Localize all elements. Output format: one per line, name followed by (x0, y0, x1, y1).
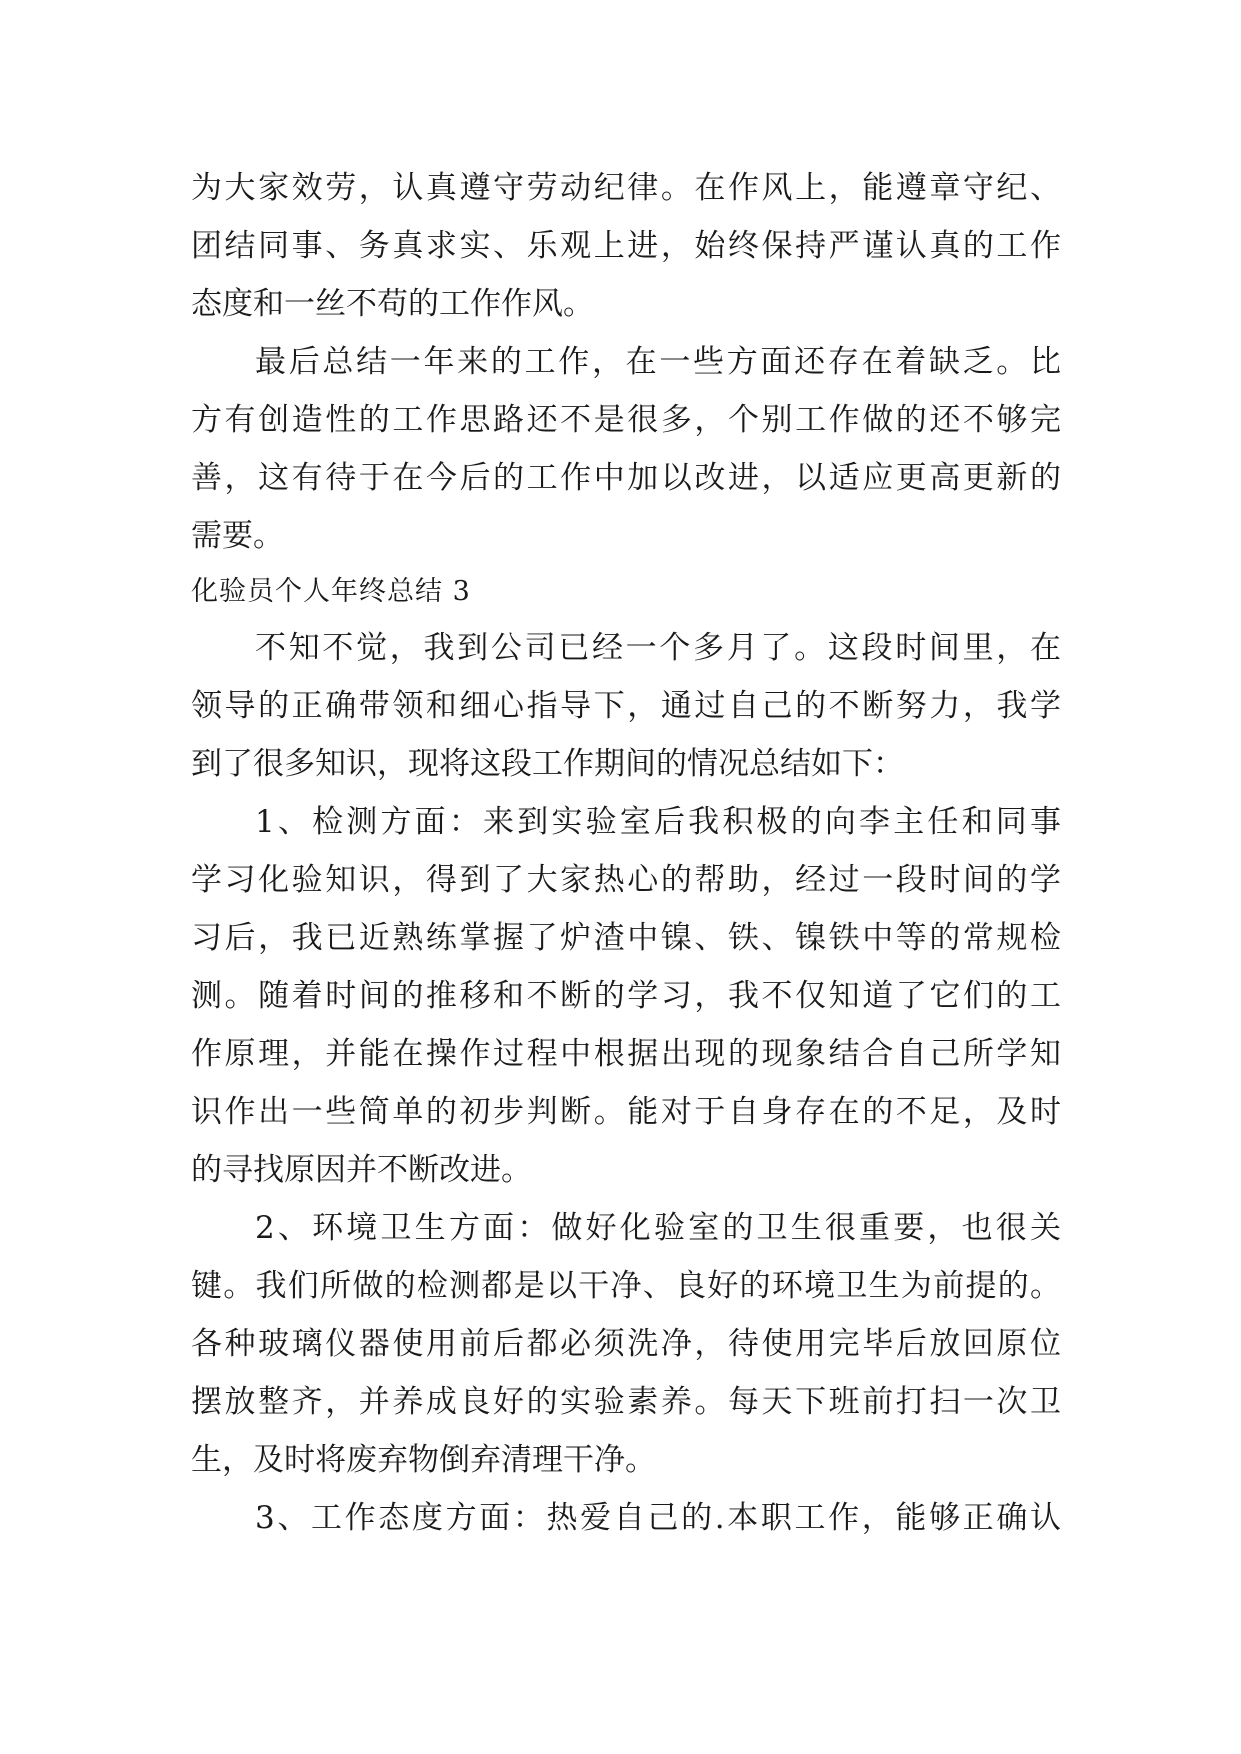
text-line: 到了很多知识，现将这段工作期间的情况总结如下： (191, 746, 904, 782)
text-line: 生，及时将废弃物倒弃清理干净。 (191, 1442, 656, 1478)
text-line: 摆放整齐，并养成良好的实验素养。每天下班前打扫一次卫 (191, 1384, 1061, 1420)
text-line: 团结同事、务真求实、乐观上进，始终保持严谨认真的工作 (191, 228, 1061, 264)
text-line: 为大家效劳，认真遵守劳动纪律。在作风上，能遵章守纪、 (191, 170, 1061, 206)
text-line: 键。我们所做的检测都是以干净、良好的环境卫生为前提的。 (191, 1268, 1061, 1304)
text-line: 不知不觉，我到公司已经一个多月了。这段时间里，在 (255, 630, 1061, 666)
text-line: 态度和一丝不苟的工作作风。 (191, 286, 594, 322)
text-line: 作原理，并能在操作过程中根据出现的现象结合自己所学知 (191, 1036, 1061, 1072)
text-line: 领导的正确带领和细心指导下，通过自己的不断努力，我学 (191, 688, 1061, 724)
section-heading: 化验员个人年终总结 3 (191, 576, 471, 607)
text-line: 识作出一些简单的初步判断。能对于自身存在的不足，及时 (191, 1094, 1061, 1130)
text-line: 3、工作态度方面：热爱自己的.本职工作，能够正确认 (255, 1500, 1061, 1536)
text-line: 方有创造性的工作思路还不是很多，个别工作做的还不够完 (191, 402, 1061, 438)
text-line: 善，这有待于在今后的工作中加以改进，以适应更高更新的 (191, 460, 1061, 496)
text-line: 测。随着时间的推移和不断的学习，我不仅知道了它们的工 (191, 978, 1061, 1014)
text-line: 各种玻璃仪器使用前后都必须洗净，待使用完毕后放回原位 (191, 1326, 1061, 1362)
text-line: 习后，我已近熟练掌握了炉渣中镍、铁、镍铁中等的常规检 (191, 920, 1061, 956)
text-line: 学习化验知识，得到了大家热心的帮助，经过一段时间的学 (191, 862, 1061, 898)
text-line: 需要。 (191, 518, 284, 554)
text-line: 最后总结一年来的工作，在一些方面还存在着缺乏。比 (255, 344, 1061, 380)
text-line: 2、环境卫生方面：做好化验室的卫生很重要，也很关 (255, 1210, 1061, 1246)
text-line: 1、检测方面：来到实验室后我积极的向李主任和同事 (255, 804, 1061, 840)
text-line: 的寻找原因并不断改进。 (191, 1152, 532, 1188)
